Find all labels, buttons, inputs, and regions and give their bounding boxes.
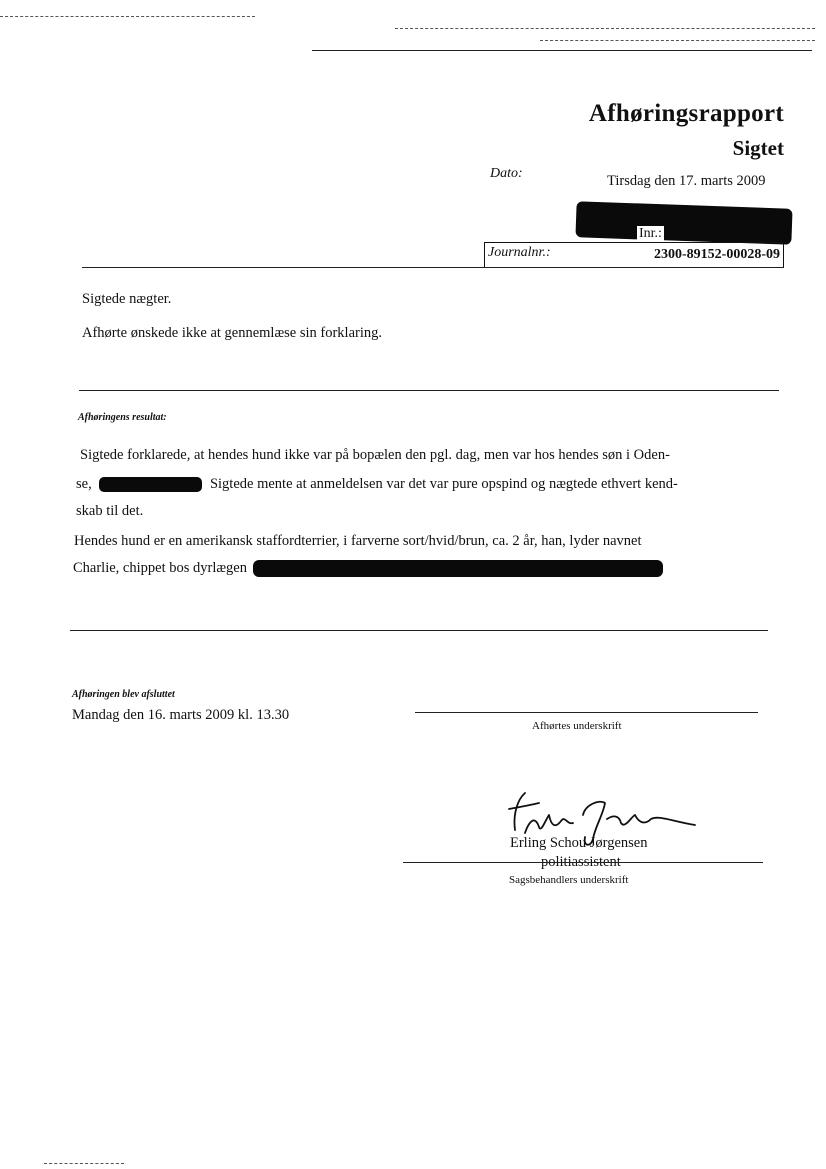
document-subtitle: Sigtet — [732, 136, 784, 160]
divider — [82, 267, 784, 268]
result-text-line — [76, 474, 756, 495]
officer-name: Erling Schou Jørgensen — [510, 835, 648, 851]
redaction-block — [99, 477, 202, 492]
result-text-line — [73, 558, 758, 579]
result-text-fragment: Charlie, chippet bos dyrlægen — [73, 560, 247, 576]
signature-line — [415, 712, 758, 713]
signee-label: Afhørtes underskrift — [532, 720, 622, 732]
date-label: Dato: — [490, 166, 523, 181]
officer-signature-label: Sagsbehandlers underskrift — [509, 874, 629, 886]
scan-artifact-line — [0, 16, 255, 17]
result-text-line: skab til det. — [76, 503, 144, 519]
result-text-fragment: Sigtede mente at anmeldelsen var det var pure opspind og nægtede ethvert kend- — [209, 476, 678, 492]
scan-artifact-line — [44, 1163, 124, 1164]
statement-line: Afhørte ønskede ikke at gennemlæse sin forklaring. — [82, 325, 382, 341]
divider — [79, 390, 779, 391]
scan-artifact-line — [395, 28, 815, 29]
date-value: Tirsdag den 17. marts 2009 — [607, 173, 766, 189]
officer-title: politiassistent — [541, 854, 621, 870]
signature-line — [403, 862, 763, 863]
redaction-block — [575, 201, 792, 245]
journal-number: 2300-89152-00028-09 — [654, 247, 780, 262]
closing-datetime: Mandag den 16. marts 2009 kl. 13.30 — [72, 707, 290, 723]
result-text-line: Hendes hund er en amerikansk staffordterrier, i farverne sort/hvid/brun, ca. 2 år, han, lyder navnet — [74, 533, 642, 549]
result-text-fragment: se, — [76, 476, 92, 492]
scan-artifact-line — [540, 40, 815, 41]
journal-box — [484, 242, 784, 268]
scan-artifact-line — [312, 50, 812, 51]
result-text-line: Sigtede forklarede, at hendes hund ikke var på bopælen den pgl. dag, men var hos hendes søn i Oden- — [80, 447, 670, 463]
result-label: Afhøringens resultat: — [78, 412, 167, 423]
divider — [70, 630, 768, 631]
statement-line: Sigtede nægter. — [82, 291, 172, 307]
redaction-block — [253, 560, 663, 577]
closing-label: Afhøringen blev afsluttet — [72, 689, 175, 700]
journal-label: Journalnr.: — [488, 245, 551, 260]
document-title: Afhøringsrapport — [588, 100, 784, 127]
inr-label: Inr.: — [639, 226, 662, 241]
